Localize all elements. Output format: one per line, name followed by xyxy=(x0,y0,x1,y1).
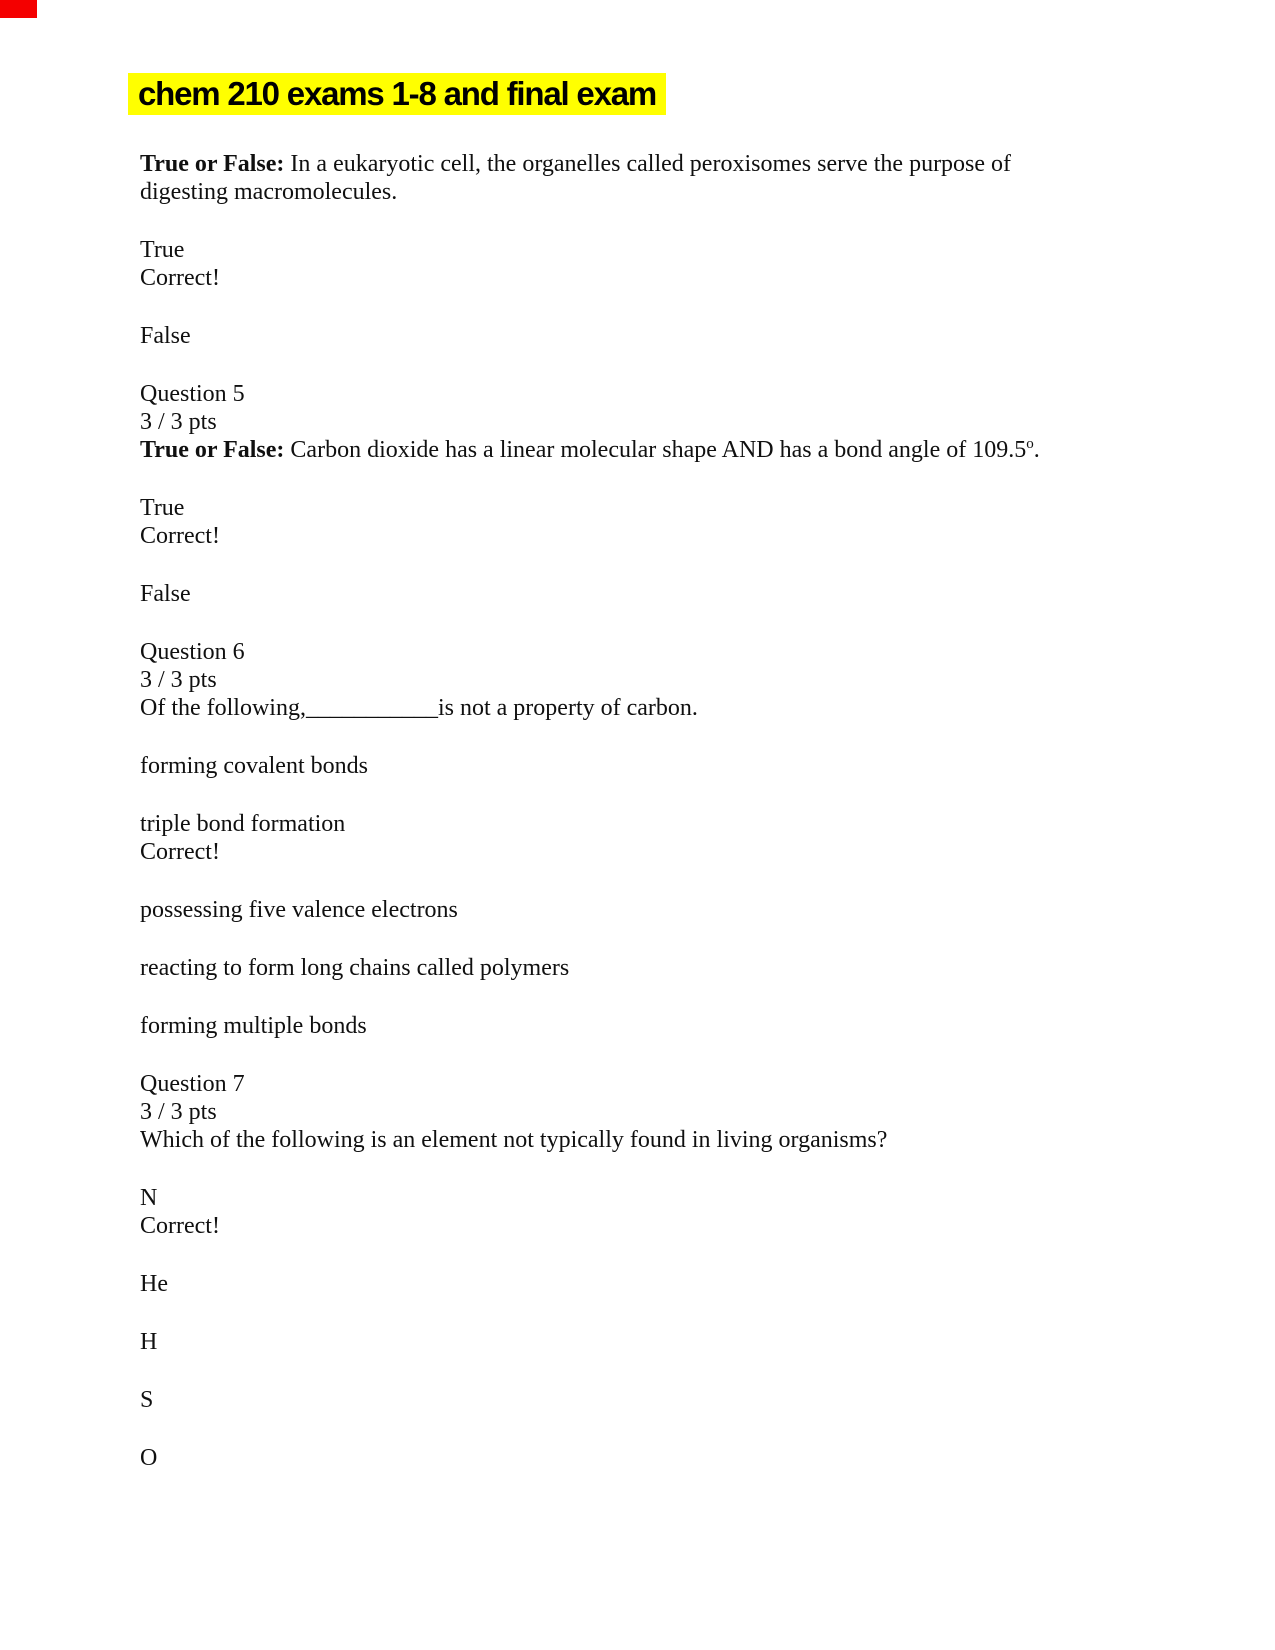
superscript-text: o xyxy=(1026,436,1034,452)
text-run: digesting macromolecules. xyxy=(140,179,398,205)
text-run: Carbon dioxide has a linear molecular shape AND has a bond angle of 109.5 xyxy=(284,437,1027,463)
title-row xyxy=(140,73,1215,115)
paragraph xyxy=(140,580,1215,608)
text-run: Question 6 xyxy=(140,639,245,665)
text-run: Correct! xyxy=(140,265,220,291)
document-body xyxy=(140,150,1215,1472)
text-run: 3 / 3 pts xyxy=(140,409,217,435)
text-run: Question 5 xyxy=(140,381,245,407)
text-run: In a eukaryotic cell, the organelles called peroxisomes serve the purpose of xyxy=(284,151,1012,177)
text-run: N xyxy=(140,1185,158,1211)
text-run: . xyxy=(1033,437,1040,463)
corner-mark xyxy=(0,0,37,18)
text-run: False xyxy=(140,581,191,607)
paragraph xyxy=(140,1070,1215,1154)
paragraph xyxy=(140,1444,1215,1472)
page-title: chem 210 exams 1-8 and final exam xyxy=(128,73,666,115)
paragraph xyxy=(140,494,1215,550)
text-run: False xyxy=(140,323,191,349)
text-run: H xyxy=(140,1329,158,1355)
text-run: forming multiple bonds xyxy=(140,1013,367,1039)
paragraph xyxy=(140,236,1215,292)
paragraph xyxy=(140,1184,1215,1240)
text-run: Correct! xyxy=(140,523,220,549)
text-run: reacting to form long chains called polymers xyxy=(140,955,570,981)
paragraph xyxy=(140,954,1215,982)
paragraph xyxy=(140,638,1215,722)
paragraph xyxy=(140,810,1215,866)
bold-lead-label: True or False: xyxy=(140,151,285,177)
paragraph xyxy=(140,1012,1215,1040)
text-run: triple bond formation xyxy=(140,811,346,837)
paragraph xyxy=(140,1270,1215,1298)
text-run: forming covalent bonds xyxy=(140,753,368,779)
text-run: Which of the following is an element not typically found in living organisms? xyxy=(140,1127,888,1153)
text-run: Of the following,___________is not a property of carbon. xyxy=(140,695,698,721)
bold-lead-label: True or False: xyxy=(140,437,285,463)
text-run: Correct! xyxy=(140,839,220,865)
text-run: True xyxy=(140,237,185,263)
paragraph xyxy=(140,150,1215,206)
paragraph xyxy=(140,896,1215,924)
paragraph xyxy=(140,752,1215,780)
paragraph xyxy=(140,322,1215,350)
text-run: possessing five valence electrons xyxy=(140,897,458,923)
text-run: Question 7 xyxy=(140,1071,245,1097)
text-run: 3 / 3 pts xyxy=(140,667,217,693)
text-run: S xyxy=(140,1387,154,1413)
text-run: Correct! xyxy=(140,1213,220,1239)
text-run: O xyxy=(140,1445,158,1471)
text-run: 3 / 3 pts xyxy=(140,1099,217,1125)
paragraph xyxy=(140,1328,1215,1356)
paragraph xyxy=(140,1386,1215,1414)
text-run: He xyxy=(140,1271,168,1297)
paragraph xyxy=(140,380,1215,464)
text-run: True xyxy=(140,495,185,521)
